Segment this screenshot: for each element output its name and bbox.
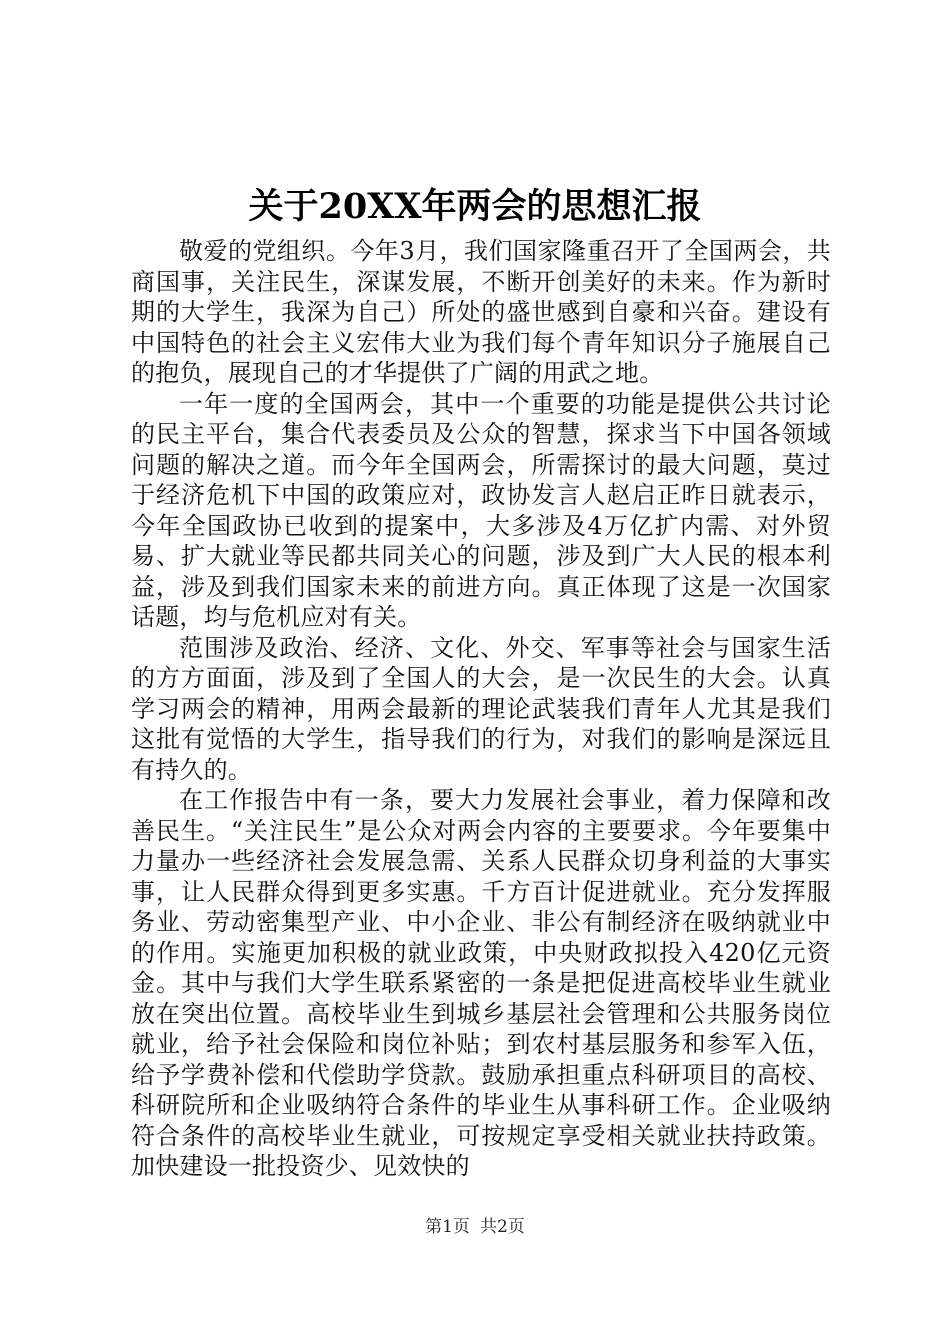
- paragraph-3: 范围涉及政治、经济、文化、外交、军事等社会与国家生活的方方面面，涉及到了全国人的大会，是一次民生的大会。认真学习两会的精神，用两会最新的理论武装我们青年人尤其是我们这批有觉悟的大学生，指导我们的行为，对我们的影响是深远且有持久的。: [131, 633, 831, 784]
- page-number-current: 第1页: [425, 1217, 470, 1237]
- document-title: 关于20XX年两会的思想汇报: [248, 186, 702, 227]
- paragraph-4: 在工作报告中有一条，要大力发展社会事业，着力保障和改善民生。“关注民生”是公众对两会内容的主要要求。今年要集中力量办一些经济社会发展急需、关系人民群众切身利益的大事实事，让人民群众得到更多实惠。千方百计促进就业。充分发挥服务业、劳动密集型产业、中小企业、非公有制经济在吸纳就业中的作用。实施更加积极的就业政策，中央财政拟投入420亿元资金。其中与我们大学生联系紧密的一条是把促进高校毕业生就业放在突出位置。高校毕业生到城乡基层社会管理和公共服务岗位就业，给予社会保险和岗位补贴；到农村基层服务和参军入伍，给予学费补偿和代偿助学贷款。鼓励承担重点科研项目的高校、科研院所和企业吸纳符合条件的毕业生从事科研工作。企业吸纳符合条件的高校毕业生就业，可按规定享受相关就业扶持政策。加快建设一批投资少、见效快的: [131, 786, 831, 1180]
- page-footer: [0, 1215, 950, 1239]
- paragraph-1: 敬爱的党组织。今年3月，我们国家隆重召开了全国两会，共商国事，关注民生，深谋发展，不断开创美好的未来。作为新时期的大学生，我深为自己）所处的盛世感到自豪和兴奋。建设有中国特色的社会主义宏伟大业为我们每个青年知识分子施展自己的抱负，展现自己的才华提供了广阔的用武之地。: [131, 237, 831, 387]
- document-body: [131, 236, 831, 1182]
- page-number-total: 共2页: [480, 1217, 525, 1237]
- paragraph-2: 一年一度的全国两会，其中一个重要的功能是提供公共讨论的民主平台，集合代表委员及公众的智慧，探求当下中国各领域问题的解决之道。而今年全国两会，所需探讨的最大问题，莫过于经济危机下中国的政策应对，政协发言人赵启正昨日就表示，今年全国政协已收到的提案中，大多涉及4万亿扩内需、对外贸易、扩大就业等民都共同关心的问题，涉及到广大人民的根本利益，涉及到我们国家未来的前进方向。真正体现了这是一次国家话题，均与危机应对有关。: [131, 389, 831, 631]
